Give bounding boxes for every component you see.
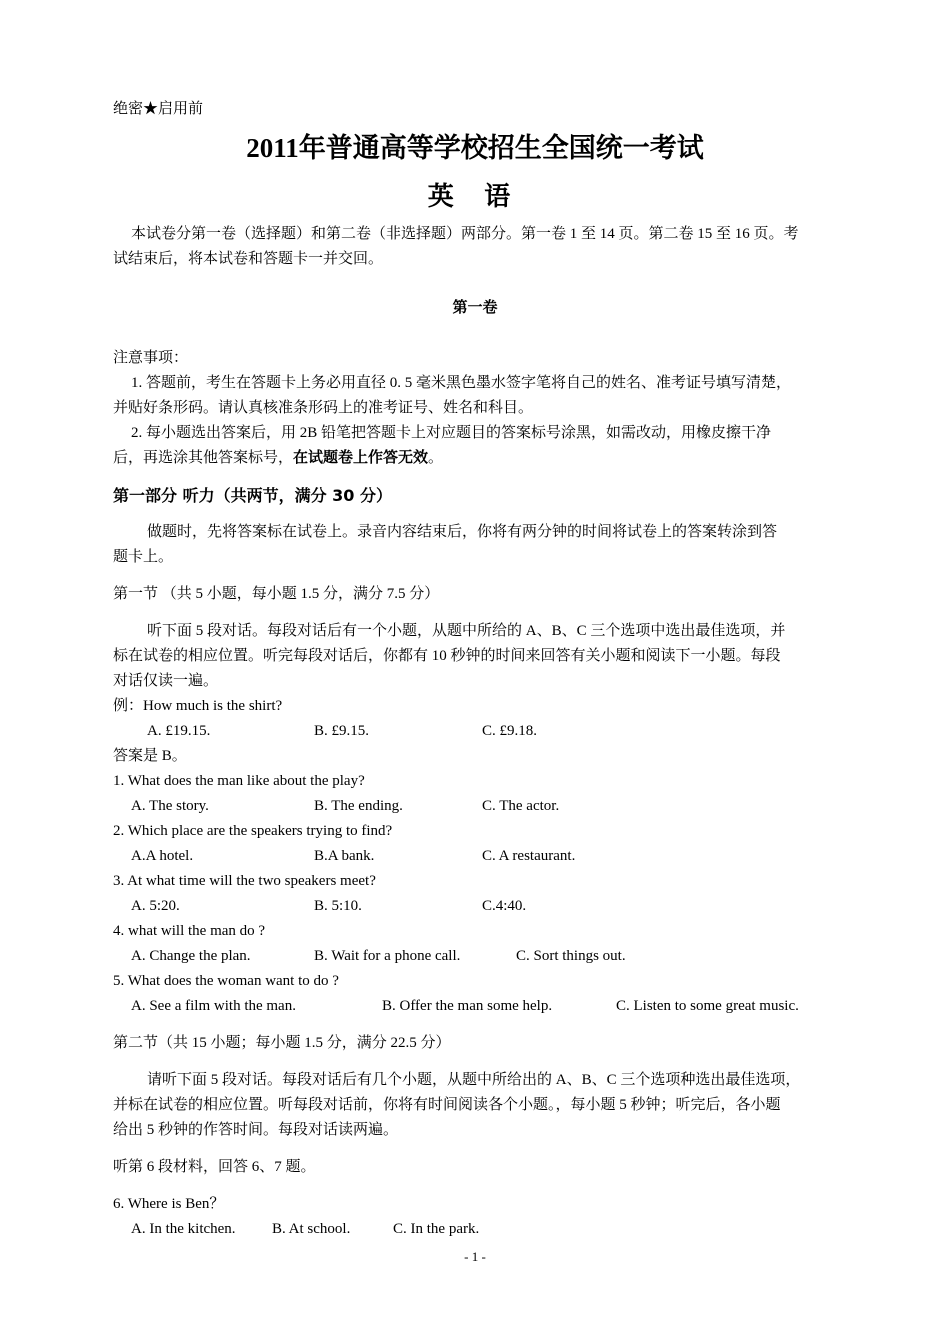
example-option-c: C. £9.18.: [482, 723, 538, 739]
question-4-option-c: C. Sort things out.: [516, 948, 626, 964]
section-one-instr-line-1: 听下面 5 段对话。每段对话后有一个小题，从题中所给的 A、B、C 三个选项中选出最佳选项，并: [147, 623, 786, 639]
question-3-option-a: A. 5:20.: [131, 898, 180, 914]
question-4-option-b: B. Wait for a phone call.: [314, 948, 461, 964]
question-5-option-b: B. Offer the man some help.: [382, 998, 553, 1014]
note-2-line-1: 2. 每小题选出答案后，用 2B 铅笔把答题卡上对应题目的答案标号涂黑，如需改动，用橡皮擦干净: [131, 425, 772, 441]
question-2-option-a: A.A hotel.: [131, 848, 194, 864]
section-two-heading: 第二节（共 15 小题；每小题 1.5 分，满分 22.5 分）: [113, 1035, 451, 1051]
question-6: 6. Where is Ben？: [113, 1196, 225, 1212]
example-option-a: A. £19.15.: [147, 723, 211, 739]
note-2-line-2: [113, 448, 443, 468]
note-2-emphasis: 在试题卷上作答无效: [293, 450, 429, 466]
question-5-option-a: A. See a film with the man.: [131, 998, 296, 1014]
section-one-heading: 第一节 （共 5 小题，每小题 1.5 分，满分 7.5 分）: [113, 586, 440, 602]
question-1-option-c: C. The actor.: [482, 798, 560, 814]
confidential-mark: 绝密★启用前: [113, 101, 204, 117]
question-1: 1. What does the man like about the play?: [113, 773, 365, 789]
exam-title: 2011年普通高等学校招生全国统一考试: [246, 133, 704, 163]
question-2-option-c: C. A restaurant.: [482, 848, 576, 864]
material-6-note: 听第 6 段材料，回答 6、7 题。: [113, 1159, 316, 1175]
question-3-option-c: C.4:40.: [482, 898, 527, 914]
example-answer: 答案是 B。: [113, 748, 187, 764]
notes-heading: 注意事项：: [113, 350, 189, 366]
question-6-option-a: A. In the kitchen.: [131, 1221, 236, 1237]
part-one-heading: 第一部分 听力（共两节，满分 30 分）: [113, 486, 392, 505]
question-1-option-a: A. The story.: [131, 798, 209, 814]
note-2-period: 。: [428, 450, 444, 466]
intro-line-1: 本试卷分第一卷（选择题）和第二卷（非选择题）两部分。第一卷 1 至 14 页。第二卷 15 至 16 页。考: [131, 226, 799, 242]
part-one-instr-line-2: 题卡上。: [113, 549, 174, 565]
question-3-option-b: B. 5:10.: [314, 898, 362, 914]
section-one-instr-line-2: 标在试卷的相应位置。听完每段对话后，你都有 10 秒钟的时间来回答有关小题和阅读下一小题。每段: [113, 648, 781, 664]
question-2: 2. Which place are the speakers trying to find?: [113, 823, 393, 839]
question-2-option-b: B.A bank.: [314, 848, 375, 864]
section-one-instr-line-3: 对话仅读一遍。: [113, 673, 219, 689]
question-6-option-c: C. In the park.: [393, 1221, 480, 1237]
section-two-instr-line-2: 并标在试卷的相应位置。听每段对话前，你将有时间阅读各个小题。，每小题 5 秒钟；听完后，各小题: [113, 1097, 781, 1113]
note-1-line-1: 1. 答题前，考生在答题卡上务必用直径 0. 5 毫米黑色墨水签字笔将自己的姓名、准考证号填写清楚，: [131, 375, 792, 391]
question-5: 5. What does the woman want to do ?: [113, 973, 339, 989]
question-4-option-a: A. Change the plan.: [131, 948, 251, 964]
example-option-b: B. £9.15.: [314, 723, 370, 739]
example-question: 例：How much is the shirt?: [113, 698, 283, 714]
question-1-option-b: B. The ending.: [314, 798, 403, 814]
page-number: - 1 -: [464, 1249, 486, 1264]
part-one-instr-line-1: 做题时，先将答案标在试卷上。录音内容结束后，你将有两分钟的时间将试卷上的答案转涂到答: [147, 524, 778, 540]
intro-line-2: 试结束后，将本试卷和答题卡一并交回。: [113, 251, 384, 267]
section-two-instr-line-3: 给出 5 秒钟的作答时间。每段对话读两遍。: [113, 1122, 399, 1138]
question-4: 4. what will the man do ?: [113, 923, 266, 939]
volume-one-heading: 第一卷: [452, 300, 498, 316]
note-2-text: 后，再选涂其他答案标号，: [113, 450, 294, 466]
subject-title: 英 语: [427, 182, 523, 211]
question-3: 3. At what time will the two speakers meet?: [113, 873, 376, 889]
question-5-option-c: C. Listen to some great music.: [616, 998, 799, 1014]
question-6-option-b: B. At school.: [272, 1221, 351, 1237]
note-1-line-2: 并贴好条形码。请认真核准条形码上的准考证号、姓名和科目。: [113, 400, 534, 416]
section-two-instr-line-1: 请听下面 5 段对话。每段对话后有几个小题，从题中所给出的 A、B、C 三个选项种选出最佳选项，: [147, 1072, 801, 1088]
